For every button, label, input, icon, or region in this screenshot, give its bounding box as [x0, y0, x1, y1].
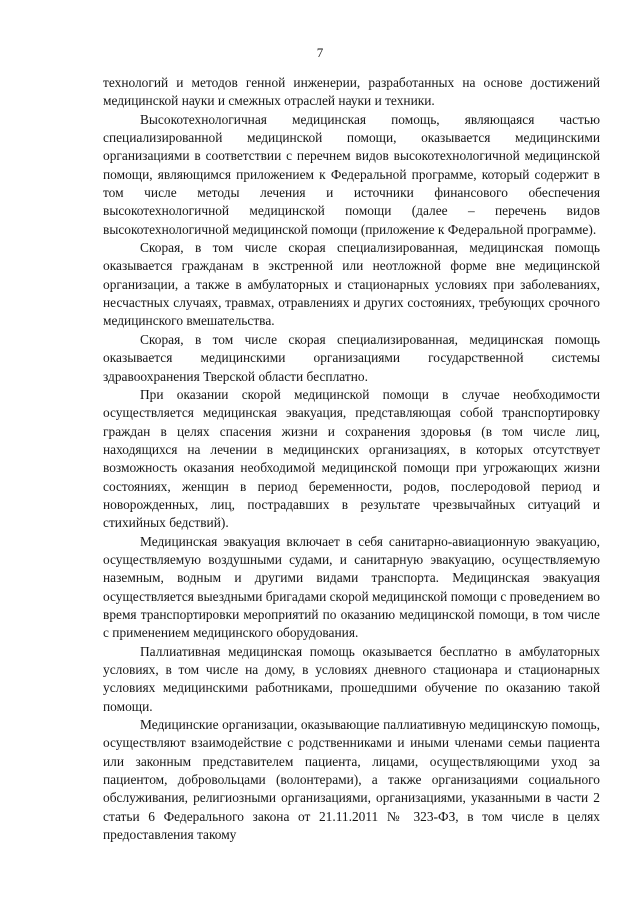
body-text — [103, 74, 600, 844]
paragraph-emergency-free: Скорая, в том числе скорая специализированная, медицинская помощь оказывается медицинскими организациями государственной системы здравоохранения Тверской области бесплатно. — [103, 331, 600, 384]
paragraph-continuation: технологий и методов генной инженерии, разработанных на основе достижений медицинской науки и смежных отраслей науки и техники. — [103, 75, 600, 109]
paragraph-high-tech-care: Высокотехнологичная медицинская помощь, являющаяся частью специализированной медицинской помощи, оказывается медицинскими организациями в соответствии с перечнем видов высокотехнологичной медицинской помощи, являющимся приложением к Федеральной программе, который содержит в том числе методы лечения и источники финансового обеспечения высокотехнологичной медицинской помощи (далее – перечень видов высокотехнологичной медицинской помощи (приложение к Федеральной программе). — [103, 111, 600, 237]
paragraph-palliative-organizations: Медицинские организации, оказывающие паллиативную медицинскую помощь, осуществляют взаимодействие с родственниками и иными членами семьи пациента или законным представителем пациента, лицами, осуществляющими уход за пациентом, добровольцами (волонтерами), а также организациями социального обслуживания, религиозными организациями, организациями, указанными в части 2 статьи 6 Федерального закона от 21.11.2011 № 323-ФЗ, в том числе в целях предоставления такому — [103, 717, 600, 843]
paragraph-evacuation-types: Медицинская эвакуация включает в себя санитарно-авиационную эвакуацию, осуществляемую воздушными судами, и санитарную эвакуацию, осуществляемую наземным, водным и другими видами транспорта. Медицинская эвакуация осуществляется выездными бригадами скорой медицинской помощи с проведением во время транспортировки мероприятий по оказанию медицинской помощи, в том числе с применением медицинского оборудования. — [103, 533, 600, 641]
paragraph-emergency-care: Скорая, в том числе скорая специализированная, медицинская помощь оказывается гражданам в экстренной или неотложной форме вне медицинской организации, а также в амбулаторных и стационарных условиях при заболеваниях, несчастных случаях, травмах, отравлениях и других состояниях, требующих срочного медицинского вмешательства. — [103, 240, 600, 329]
paragraph-palliative-care: Паллиативная медицинская помощь оказывается бесплатно в амбулаторных условиях, в том числе на дому, в условиях дневного стационара и стационарных условиях медицинскими работниками, прошедшими обучение по оказанию такой помощи. — [103, 643, 600, 714]
page-number: 7 — [316, 45, 324, 60]
paragraph-medical-evacuation: При оказании скорой медицинской помощи в случае необходимости осуществляется медицинская эвакуация, представляющая собой транспортировку граждан в целях спасения жизни и сохранения здоровья (в том числе лиц, находящихся на лечении в медицинских организациях, в которых отсутствует возможность оказания необходимой медицинской помощи при угрожающих жизни состояниях, женщин в период беременности, родов, послеродовой период и новорожденных, лиц, пострадавших в результате чрезвычайных ситуаций и стихийных бедствий). — [103, 386, 600, 531]
